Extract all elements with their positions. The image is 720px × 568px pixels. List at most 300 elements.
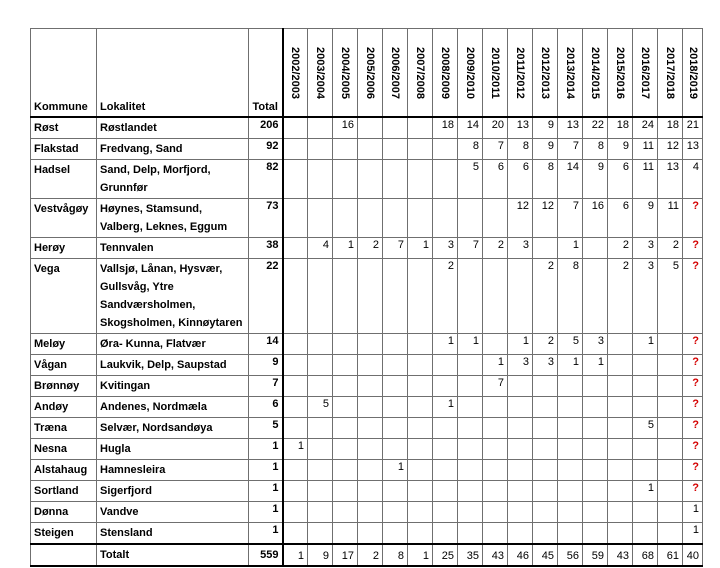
year-value-cell xyxy=(308,502,333,523)
lokalitet-cell: Sand, Delp, Morfjord, Grunnfør xyxy=(97,160,249,199)
year-value-cell xyxy=(333,502,358,523)
totals-blank-cell xyxy=(31,544,97,566)
header-year: 2011/2012 xyxy=(508,29,533,118)
year-value-cell xyxy=(333,418,358,439)
year-value-cell xyxy=(433,355,458,376)
year-value-cell: 8 xyxy=(458,139,483,160)
year-value-cell xyxy=(633,397,658,418)
totals-row xyxy=(31,544,703,566)
year-value-cell xyxy=(583,523,608,545)
year-value-cell: 6 xyxy=(608,199,633,238)
year-value-cell xyxy=(633,523,658,545)
year-value-cell xyxy=(433,139,458,160)
year-value-cell: 3 xyxy=(633,238,658,259)
total-cell: 1 xyxy=(249,523,283,545)
year-value-cell xyxy=(483,259,508,334)
kommune-cell: Hadsel xyxy=(31,160,97,199)
year-value-cell xyxy=(658,481,683,502)
year-value-cell xyxy=(433,418,458,439)
year-value-cell xyxy=(308,481,333,502)
table-row xyxy=(31,523,703,545)
lokalitet-cell: Høynes, Stamsund, Valberg, Leknes, Eggum xyxy=(97,199,249,238)
year-value-cell: 3 xyxy=(633,259,658,334)
year-value-cell: 1 xyxy=(458,334,483,355)
year-value-cell xyxy=(558,460,583,481)
year-value-cell xyxy=(283,523,308,545)
year-value-cell: ? xyxy=(683,397,703,418)
year-value-cell: 7 xyxy=(483,139,508,160)
year-value-cell xyxy=(333,160,358,199)
kommune-cell: Steigen xyxy=(31,523,97,545)
year-value-cell xyxy=(658,418,683,439)
header-year: 2008/2009 xyxy=(433,29,458,118)
year-value-cell xyxy=(333,460,358,481)
year-value-cell xyxy=(583,418,608,439)
year-value-cell xyxy=(358,259,383,334)
year-value-cell: 9 xyxy=(608,139,633,160)
total-cell: 82 xyxy=(249,160,283,199)
total-cell: 1 xyxy=(249,481,283,502)
kommune-cell: Flakstad xyxy=(31,139,97,160)
year-value-cell xyxy=(283,160,308,199)
year-value-cell xyxy=(658,334,683,355)
year-value-cell xyxy=(333,355,358,376)
lokalitet-cell: Fredvang, Sand xyxy=(97,139,249,160)
year-value-cell: 5 xyxy=(308,397,333,418)
year-value-cell xyxy=(608,502,633,523)
year-value-cell xyxy=(383,355,408,376)
year-value-cell xyxy=(383,160,408,199)
year-value-cell xyxy=(458,376,483,397)
year-value-cell: 11 xyxy=(658,199,683,238)
kommune-cell: Brønnøy xyxy=(31,376,97,397)
table-row xyxy=(31,502,703,523)
year-value-cell xyxy=(308,117,333,139)
year-value-cell: 12 xyxy=(658,139,683,160)
year-value-cell: 5 xyxy=(658,259,683,334)
lokalitet-cell: Hugla xyxy=(97,439,249,460)
year-value-cell xyxy=(558,418,583,439)
year-value-cell xyxy=(608,439,633,460)
year-value-cell xyxy=(658,460,683,481)
table-row xyxy=(31,199,703,238)
year-value-cell: 7 xyxy=(458,238,483,259)
year-value-cell xyxy=(458,502,483,523)
year-value-cell xyxy=(433,523,458,545)
total-cell: 206 xyxy=(249,117,283,139)
year-value-cell xyxy=(558,439,583,460)
year-value-cell: 1 xyxy=(333,238,358,259)
year-value-cell: 13 xyxy=(683,139,703,160)
year-value-cell xyxy=(408,418,433,439)
year-value-cell xyxy=(533,439,558,460)
year-value-cell: 1 xyxy=(433,334,458,355)
kommune-cell: Dønna xyxy=(31,502,97,523)
year-value-cell: 1 xyxy=(583,355,608,376)
year-value-cell xyxy=(408,481,433,502)
year-value-cell: 9 xyxy=(533,117,558,139)
year-value-cell: 8 xyxy=(508,139,533,160)
year-value-cell xyxy=(608,481,633,502)
year-value-cell xyxy=(383,502,408,523)
header-year: 2012/2013 xyxy=(533,29,558,118)
lokalitet-cell: Vandve xyxy=(97,502,249,523)
year-value-cell: 20 xyxy=(483,117,508,139)
year-value-cell xyxy=(333,259,358,334)
year-total-cell: 56 xyxy=(558,544,583,566)
year-value-cell: 3 xyxy=(533,355,558,376)
year-value-cell xyxy=(658,397,683,418)
year-value-cell xyxy=(533,238,558,259)
year-value-cell xyxy=(608,334,633,355)
year-value-cell xyxy=(558,376,583,397)
lokalitet-cell: Laukvik, Delp, Saupstad xyxy=(97,355,249,376)
year-value-cell xyxy=(608,397,633,418)
year-value-cell xyxy=(508,502,533,523)
year-value-cell xyxy=(283,259,308,334)
year-value-cell: 1 xyxy=(408,238,433,259)
table-row xyxy=(31,460,703,481)
year-value-cell: 16 xyxy=(333,117,358,139)
year-total-cell: 59 xyxy=(583,544,608,566)
table-row xyxy=(31,259,703,334)
year-value-cell xyxy=(583,376,608,397)
year-value-cell xyxy=(533,460,558,481)
year-value-cell xyxy=(533,502,558,523)
total-cell: 7 xyxy=(249,376,283,397)
year-value-cell: 1 xyxy=(558,238,583,259)
year-value-cell: 6 xyxy=(608,160,633,199)
year-total-cell: 35 xyxy=(458,544,483,566)
year-total-cell: 1 xyxy=(408,544,433,566)
table-row xyxy=(31,418,703,439)
year-value-cell: 1 xyxy=(483,355,508,376)
year-value-cell: ? xyxy=(683,418,703,439)
year-value-cell xyxy=(408,376,433,397)
year-value-cell: ? xyxy=(683,355,703,376)
year-value-cell xyxy=(333,481,358,502)
year-value-cell xyxy=(358,117,383,139)
year-value-cell: 9 xyxy=(583,160,608,199)
year-value-cell xyxy=(608,418,633,439)
year-total-cell: 2 xyxy=(358,544,383,566)
year-value-cell: 18 xyxy=(608,117,633,139)
year-value-cell xyxy=(583,439,608,460)
year-value-cell xyxy=(308,460,333,481)
header-year: 2013/2014 xyxy=(558,29,583,118)
year-value-cell: 18 xyxy=(433,117,458,139)
table-container xyxy=(30,28,703,567)
year-value-cell xyxy=(358,439,383,460)
kommune-cell: Vestvågøy xyxy=(31,199,97,238)
year-value-cell: ? xyxy=(683,199,703,238)
year-value-cell: 12 xyxy=(533,199,558,238)
year-value-cell xyxy=(458,355,483,376)
year-value-cell xyxy=(458,460,483,481)
year-value-cell: 7 xyxy=(383,238,408,259)
year-total-cell: 25 xyxy=(433,544,458,566)
year-value-cell xyxy=(508,418,533,439)
year-value-cell: 1 xyxy=(683,523,703,545)
header-year: 2005/2006 xyxy=(358,29,383,118)
header-lokalitet: Lokalitet xyxy=(97,29,249,118)
year-value-cell xyxy=(533,376,558,397)
year-value-cell xyxy=(358,139,383,160)
year-total-cell: 40 xyxy=(683,544,703,566)
kommune-cell: Meløy xyxy=(31,334,97,355)
year-value-cell xyxy=(608,376,633,397)
year-value-cell: 11 xyxy=(633,160,658,199)
year-value-cell: 1 xyxy=(283,439,308,460)
year-value-cell: 2 xyxy=(608,238,633,259)
year-total-cell: 61 xyxy=(658,544,683,566)
year-value-cell xyxy=(358,460,383,481)
year-value-cell: 1 xyxy=(683,502,703,523)
year-total-cell: 46 xyxy=(508,544,533,566)
year-value-cell xyxy=(533,418,558,439)
year-value-cell: ? xyxy=(683,439,703,460)
year-value-cell xyxy=(283,376,308,397)
year-value-cell xyxy=(583,238,608,259)
year-value-cell: 3 xyxy=(508,355,533,376)
year-value-cell xyxy=(483,439,508,460)
year-value-cell: 1 xyxy=(558,355,583,376)
year-value-cell xyxy=(308,418,333,439)
year-value-cell xyxy=(358,397,383,418)
year-value-cell xyxy=(408,117,433,139)
year-value-cell: 24 xyxy=(633,117,658,139)
table-row xyxy=(31,334,703,355)
total-cell: 14 xyxy=(249,334,283,355)
year-value-cell xyxy=(308,259,333,334)
year-value-cell xyxy=(583,397,608,418)
year-value-cell xyxy=(308,334,333,355)
header-year: 2007/2008 xyxy=(408,29,433,118)
year-value-cell xyxy=(583,259,608,334)
kommune-cell: Røst xyxy=(31,117,97,139)
year-value-cell xyxy=(608,355,633,376)
year-value-cell xyxy=(408,199,433,238)
year-value-cell xyxy=(558,502,583,523)
header-year: 2003/2004 xyxy=(308,29,333,118)
year-total-cell: 68 xyxy=(633,544,658,566)
header-year: 2018/2019 xyxy=(683,29,703,118)
total-cell: 1 xyxy=(249,460,283,481)
year-value-cell: 6 xyxy=(483,160,508,199)
year-value-cell xyxy=(333,199,358,238)
year-value-cell xyxy=(583,481,608,502)
table-row xyxy=(31,397,703,418)
year-value-cell xyxy=(633,439,658,460)
year-value-cell xyxy=(433,439,458,460)
year-value-cell xyxy=(283,139,308,160)
year-value-cell: 2 xyxy=(533,334,558,355)
year-value-cell xyxy=(308,160,333,199)
year-value-cell xyxy=(358,160,383,199)
year-value-cell xyxy=(483,523,508,545)
year-value-cell xyxy=(433,460,458,481)
year-value-cell xyxy=(508,259,533,334)
year-value-cell: 12 xyxy=(508,199,533,238)
year-value-cell xyxy=(508,523,533,545)
year-value-cell xyxy=(308,355,333,376)
year-value-cell: 22 xyxy=(583,117,608,139)
year-value-cell xyxy=(283,334,308,355)
year-value-cell: 8 xyxy=(558,259,583,334)
total-cell: 38 xyxy=(249,238,283,259)
year-value-cell: 2 xyxy=(658,238,683,259)
year-value-cell xyxy=(458,418,483,439)
table-row xyxy=(31,481,703,502)
year-value-cell xyxy=(483,397,508,418)
year-value-cell xyxy=(383,418,408,439)
year-value-cell xyxy=(333,439,358,460)
total-cell: 1 xyxy=(249,502,283,523)
year-value-cell xyxy=(383,334,408,355)
lokalitet-cell: Sigerfjord xyxy=(97,481,249,502)
year-value-cell xyxy=(383,199,408,238)
lokalitet-cell: Hamnesleira xyxy=(97,460,249,481)
year-value-cell xyxy=(283,355,308,376)
year-value-cell xyxy=(533,481,558,502)
year-value-cell xyxy=(383,439,408,460)
year-value-cell xyxy=(608,523,633,545)
year-value-cell: ? xyxy=(683,481,703,502)
header-year: 2002/2003 xyxy=(283,29,308,118)
year-value-cell: 21 xyxy=(683,117,703,139)
year-value-cell: 5 xyxy=(633,418,658,439)
year-value-cell xyxy=(533,397,558,418)
year-value-cell xyxy=(308,439,333,460)
table-row xyxy=(31,160,703,199)
year-total-cell: 43 xyxy=(483,544,508,566)
year-value-cell xyxy=(408,523,433,545)
year-value-cell: 16 xyxy=(583,199,608,238)
year-value-cell: 4 xyxy=(308,238,333,259)
year-value-cell xyxy=(283,418,308,439)
year-value-cell xyxy=(283,397,308,418)
year-value-cell: 2 xyxy=(483,238,508,259)
year-value-cell xyxy=(658,355,683,376)
year-value-cell xyxy=(458,523,483,545)
year-value-cell: 2 xyxy=(358,238,383,259)
table-row xyxy=(31,117,703,139)
year-value-cell xyxy=(408,460,433,481)
total-cell: 92 xyxy=(249,139,283,160)
kommune-cell: Herøy xyxy=(31,238,97,259)
year-value-cell xyxy=(408,439,433,460)
year-value-cell: 7 xyxy=(558,139,583,160)
kommune-cell: Sortland xyxy=(31,481,97,502)
kommune-cell: Vega xyxy=(31,259,97,334)
year-value-cell: ? xyxy=(683,259,703,334)
year-total-cell: 8 xyxy=(383,544,408,566)
total-cell: 73 xyxy=(249,199,283,238)
year-value-cell xyxy=(308,376,333,397)
year-value-cell xyxy=(333,334,358,355)
year-value-cell xyxy=(283,117,308,139)
year-value-cell xyxy=(483,418,508,439)
header-kommune: Kommune xyxy=(31,29,97,118)
year-value-cell xyxy=(358,502,383,523)
kommune-cell: Træna xyxy=(31,418,97,439)
year-value-cell xyxy=(458,259,483,334)
year-value-cell: 8 xyxy=(583,139,608,160)
header-year: 2017/2018 xyxy=(658,29,683,118)
header-year: 2006/2007 xyxy=(383,29,408,118)
year-value-cell xyxy=(358,199,383,238)
year-value-cell xyxy=(433,481,458,502)
year-value-cell xyxy=(358,523,383,545)
year-value-cell: 9 xyxy=(533,139,558,160)
year-value-cell xyxy=(458,439,483,460)
lokalitet-cell: Vallsjø, Lånan, Hysvær, Gullsvåg, Ytre Sandværsholmen, Skogsholmen, Kinnøytaren xyxy=(97,259,249,334)
year-value-cell: 3 xyxy=(583,334,608,355)
year-value-cell xyxy=(358,334,383,355)
kommune-cell: Nesna xyxy=(31,439,97,460)
year-value-cell xyxy=(333,376,358,397)
year-value-cell: ? xyxy=(683,238,703,259)
year-value-cell xyxy=(633,502,658,523)
year-value-cell: 7 xyxy=(558,199,583,238)
totals-label: Totalt xyxy=(97,544,249,566)
year-value-cell xyxy=(408,334,433,355)
year-value-cell: 3 xyxy=(508,238,533,259)
year-value-cell xyxy=(633,376,658,397)
year-value-cell xyxy=(283,460,308,481)
year-value-cell xyxy=(383,481,408,502)
year-value-cell xyxy=(433,160,458,199)
observation-table xyxy=(30,28,703,567)
year-total-cell: 45 xyxy=(533,544,558,566)
year-value-cell xyxy=(383,259,408,334)
year-value-cell: 4 xyxy=(683,160,703,199)
year-value-cell: 14 xyxy=(458,117,483,139)
header-total: Total xyxy=(249,29,283,118)
year-value-cell: 13 xyxy=(658,160,683,199)
year-value-cell: 2 xyxy=(433,259,458,334)
year-value-cell xyxy=(433,376,458,397)
year-value-cell xyxy=(283,238,308,259)
year-value-cell: 13 xyxy=(508,117,533,139)
total-cell: 22 xyxy=(249,259,283,334)
header-year: 2015/2016 xyxy=(608,29,633,118)
year-value-cell xyxy=(408,502,433,523)
table-row xyxy=(31,355,703,376)
year-value-cell xyxy=(358,481,383,502)
year-value-cell xyxy=(658,502,683,523)
year-value-cell xyxy=(408,259,433,334)
year-value-cell: 3 xyxy=(433,238,458,259)
year-value-cell xyxy=(308,139,333,160)
year-value-cell xyxy=(383,523,408,545)
lokalitet-cell: Stensland xyxy=(97,523,249,545)
table-row xyxy=(31,439,703,460)
year-value-cell xyxy=(583,502,608,523)
year-value-cell: 18 xyxy=(658,117,683,139)
year-value-cell xyxy=(508,481,533,502)
kommune-cell: Alstahaug xyxy=(31,460,97,481)
lokalitet-cell: Kvitingan xyxy=(97,376,249,397)
year-value-cell: 2 xyxy=(608,259,633,334)
year-value-cell: 1 xyxy=(508,334,533,355)
lokalitet-cell: Selvær, Nordsandøya xyxy=(97,418,249,439)
year-value-cell xyxy=(433,199,458,238)
year-value-cell xyxy=(383,397,408,418)
kommune-cell: Vågan xyxy=(31,355,97,376)
year-value-cell xyxy=(383,376,408,397)
table-row xyxy=(31,139,703,160)
